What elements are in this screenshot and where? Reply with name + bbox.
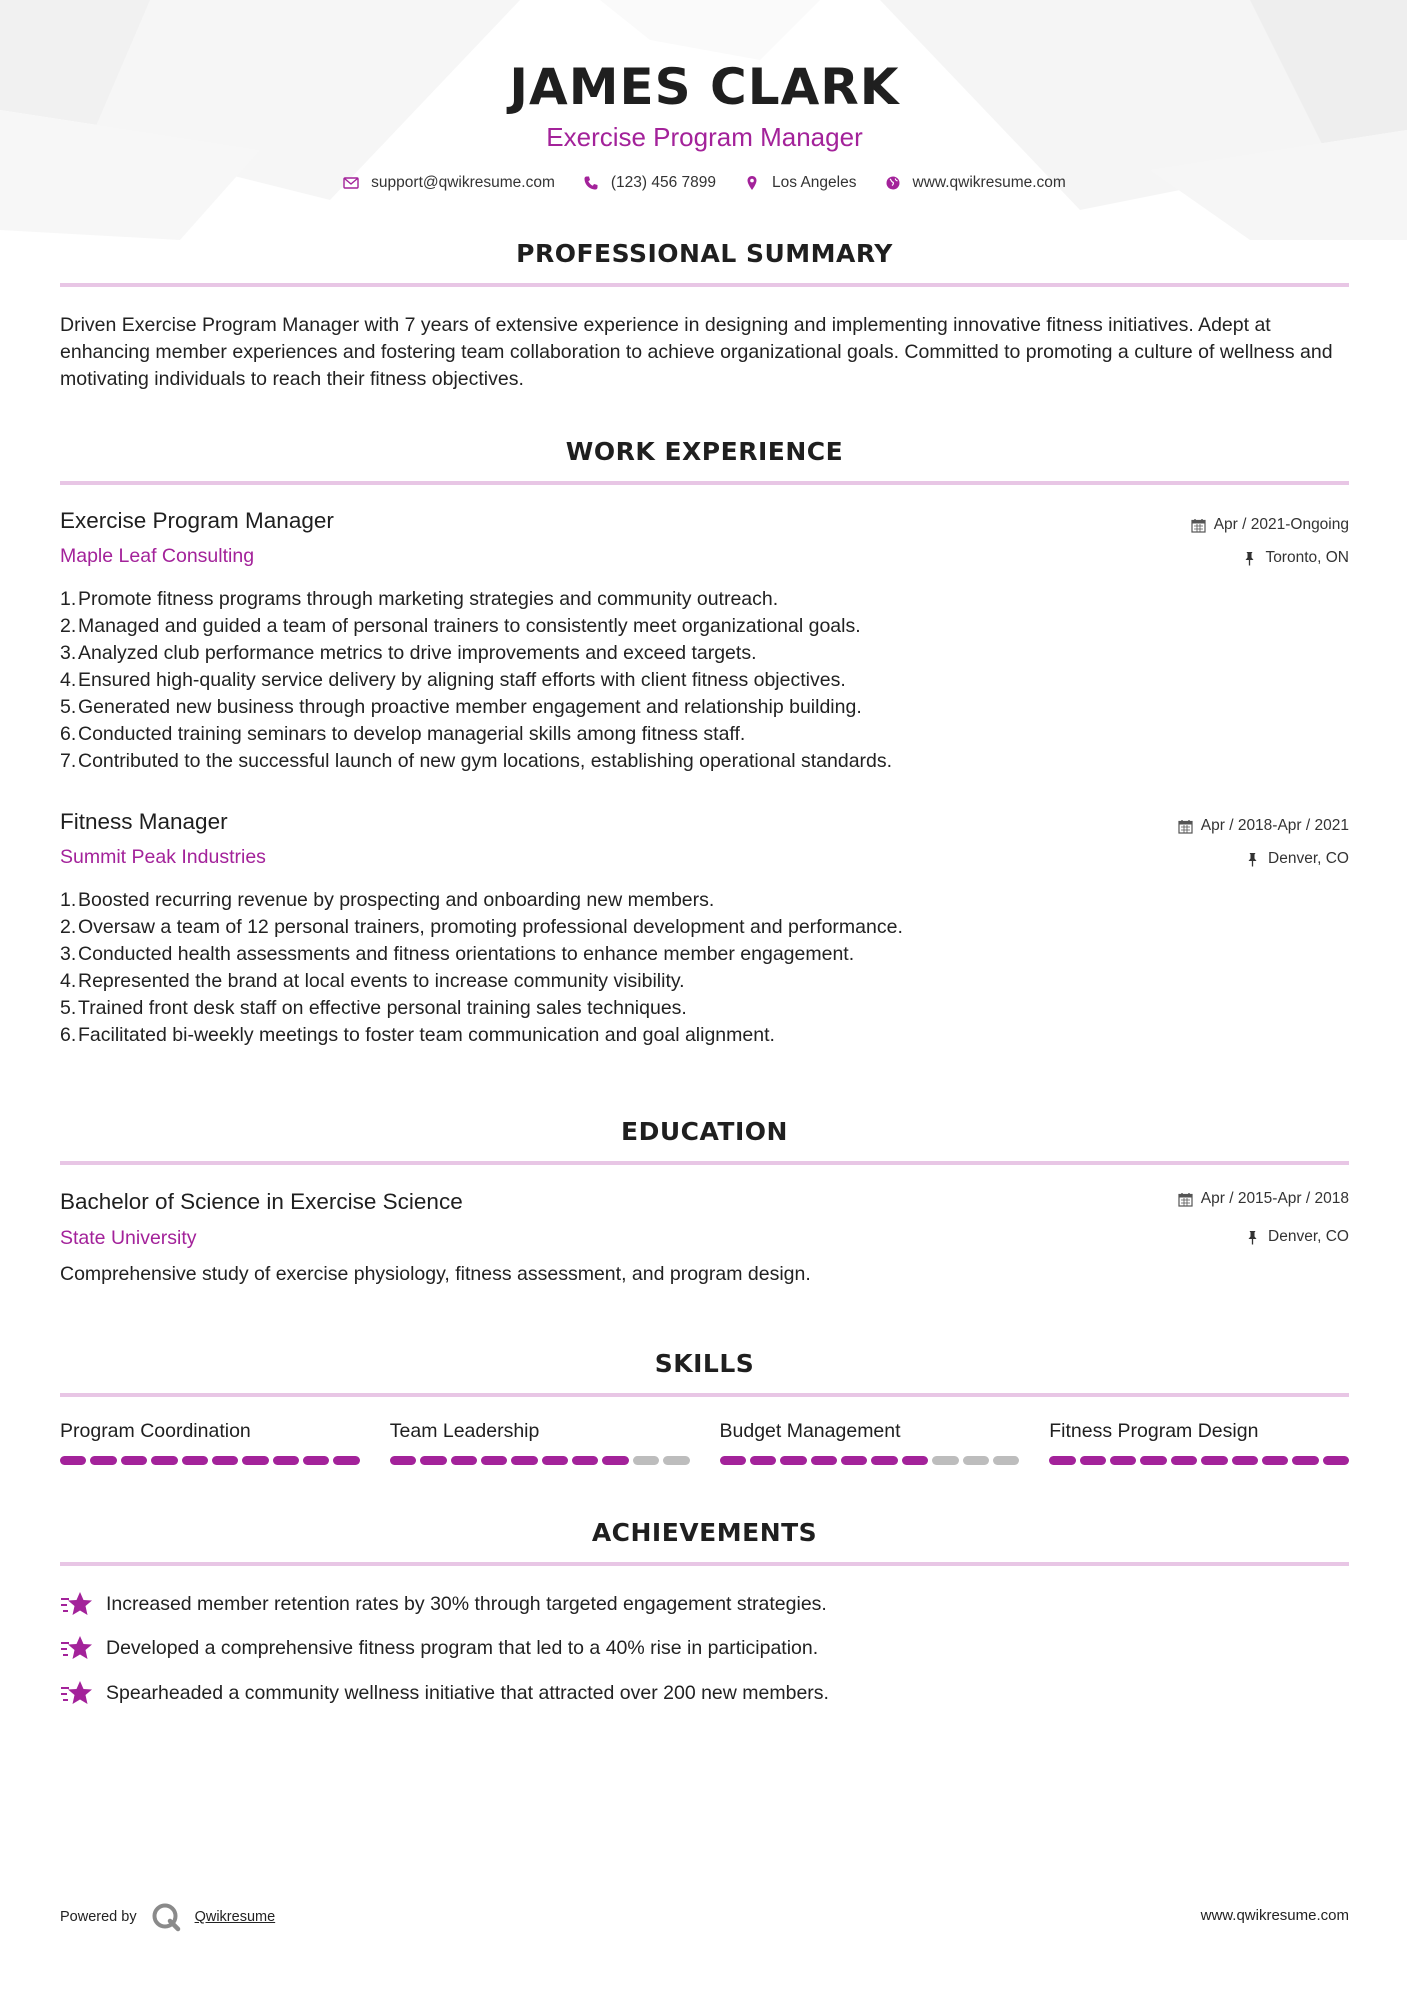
achievement-item <box>60 1634 1349 1662</box>
summary-text: Driven Exercise Program Manager with 7 years of extensive experience in designing and implementing innovative fitness initiatives. Adept at enhancing member experiences and fostering team collaboration to achieve organizational goals. Committed to promoting a culture of wellness and motivating individuals to reach their fitness objectives. <box>60 314 1333 390</box>
summary-heading: PROFESSIONAL SUMMARY <box>516 239 893 268</box>
list-item: 1. Boosted recurring revenue by prospecting and onboarding new members. <box>60 889 715 911</box>
job-location <box>1242 549 1349 567</box>
skill-level-segment-filled <box>542 1456 568 1465</box>
qwikresume-link[interactable]: Qwikresume <box>194 1909 276 1925</box>
map-pin-icon <box>744 175 760 191</box>
candidate-name: JAMES CLARK <box>509 58 900 116</box>
education-description: Comprehensive study of exercise physiology, fitness assessment, and program design. <box>60 1263 811 1285</box>
job-location <box>1245 850 1349 868</box>
education-divider <box>60 1161 1349 1165</box>
skill-name: Team Leadership <box>389 1420 540 1442</box>
skill-level-segment-filled <box>212 1456 238 1465</box>
achievement-text: Increased member retention rates by 30% through targeted engagement strategies. <box>106 1592 827 1615</box>
website-text: www.qwikresume.com <box>912 174 1066 191</box>
powered-by-label: Powered by <box>60 1909 137 1925</box>
skill-level-segment-filled <box>451 1456 477 1465</box>
skill-level-segment-empty <box>963 1456 989 1465</box>
skill-level-segment-filled <box>390 1456 416 1465</box>
job-title: Fitness Manager <box>60 809 228 834</box>
calendar-icon <box>1178 819 1193 834</box>
header-background-decoration <box>0 0 1407 240</box>
degree-title: Bachelor of Science in Exercise Science <box>60 1189 463 1214</box>
achievement-text: Developed a comprehensive fitness program that led to a 40% rise in participation. <box>106 1636 819 1659</box>
skill-level-segment-filled <box>1232 1456 1258 1465</box>
skill-level-segment-filled <box>1262 1456 1288 1465</box>
skill-level-segment-filled <box>60 1456 86 1465</box>
job-company: Summit Peak Industries <box>60 846 266 868</box>
skill-level-segment-filled <box>1171 1456 1197 1465</box>
envelope-icon <box>343 175 359 191</box>
education-location-text: Denver, CO <box>1268 1228 1349 1245</box>
skill-level-segment-filled <box>720 1456 746 1465</box>
phone-icon <box>583 175 599 191</box>
skill-level-segment-filled <box>572 1456 598 1465</box>
skill-level-bar <box>1049 1456 1349 1465</box>
location-text: Los Angeles <box>772 174 857 191</box>
skill-level-segment-filled <box>602 1456 628 1465</box>
job-responsibilities <box>60 586 1349 775</box>
contact-row <box>60 174 1349 192</box>
job-company: Maple Leaf Consulting <box>60 545 255 567</box>
education-dates-text: Apr / 2015-Apr / 2018 <box>1200 1190 1349 1207</box>
skill-level-segment-filled <box>481 1456 507 1465</box>
pushpin-icon <box>1245 852 1260 867</box>
skill-level-segment-filled <box>1049 1456 1075 1465</box>
pushpin-icon <box>1242 551 1257 566</box>
skill-name: Fitness Program Design <box>1049 1420 1259 1442</box>
list-item: 3. Conducted health assessments and fitness orientations to enhance member engagement. <box>60 943 855 965</box>
summary-divider <box>60 283 1349 287</box>
skill-name: Program Coordination <box>60 1420 251 1442</box>
skill-level-segment-filled <box>902 1456 928 1465</box>
star-icon <box>60 1679 94 1707</box>
education-location <box>1245 1228 1349 1246</box>
skill-level-segment-empty <box>633 1456 659 1465</box>
achievements-heading: ACHIEVEMENTS <box>591 1518 818 1547</box>
skill-level-segment-filled <box>273 1456 299 1465</box>
footer-website[interactable]: www.qwikresume.com <box>1200 1907 1349 1924</box>
list-item: 2. Oversaw a team of 12 personal trainers, promoting professional development and performance. <box>60 916 903 938</box>
skills-heading: SKILLS <box>654 1349 755 1378</box>
achievements-divider <box>60 1562 1349 1566</box>
achievement-item <box>60 1590 1349 1618</box>
skill-item <box>390 1420 690 1465</box>
list-item: 3. Analyzed club performance metrics to drive improvements and exceed targets. <box>60 642 757 664</box>
skill-level-segment-filled <box>303 1456 329 1465</box>
achievement-item <box>60 1679 1349 1707</box>
skill-level-segment-filled <box>1080 1456 1106 1465</box>
qwikresume-logo-icon <box>151 1902 181 1932</box>
skill-level-segment-filled <box>1201 1456 1227 1465</box>
skill-level-segment-filled <box>121 1456 147 1465</box>
skill-level-segment-filled <box>90 1456 116 1465</box>
education-dates <box>1178 1190 1349 1208</box>
skill-level-segment-empty <box>663 1456 689 1465</box>
job-dates-text: Apr / 2018-Apr / 2021 <box>1200 817 1349 834</box>
list-item: 7. Contributed to the successful launch of new gym locations, establishing operational standards. <box>60 750 893 772</box>
list-item: 6. Facilitated bi-weekly meetings to foster team communication and goal alignment. <box>60 1024 775 1046</box>
contact-website[interactable] <box>885 174 1066 192</box>
skill-level-segment-filled <box>420 1456 446 1465</box>
skill-level-bar <box>720 1456 1020 1465</box>
skill-level-segment-filled <box>811 1456 837 1465</box>
skill-level-segment-filled <box>1323 1456 1349 1465</box>
footer-powered-by <box>60 1902 275 1932</box>
job-dates <box>1191 516 1349 534</box>
contact-location <box>744 174 856 192</box>
skill-item <box>720 1420 1020 1465</box>
job-dates-text: Apr / 2021-Ongoing <box>1213 516 1349 533</box>
list-item: 5. Trained front desk staff on effective personal training sales techniques. <box>60 997 687 1019</box>
star-icon <box>60 1590 94 1618</box>
experience-heading: WORK EXPERIENCE <box>565 437 844 466</box>
star-icon <box>60 1634 94 1662</box>
skill-level-segment-filled <box>151 1456 177 1465</box>
job-responsibilities <box>60 887 1349 1049</box>
skill-level-segment-empty <box>993 1456 1019 1465</box>
phone-text: (123) 456 7899 <box>610 174 717 191</box>
job-location-text: Denver, CO <box>1268 850 1349 867</box>
skills-list <box>60 1420 1349 1465</box>
skill-level-bar <box>60 1456 360 1465</box>
list-item: 2. Managed and guided a team of personal trainers to consistently meet organizational goals. <box>60 615 861 637</box>
list-item: 4. Ensured high-quality service delivery by aligning staff efforts with client fitness objectives. <box>60 669 846 691</box>
skill-level-segment-filled <box>841 1456 867 1465</box>
skill-level-segment-filled <box>1110 1456 1136 1465</box>
list-item: 5. Generated new business through proactive member engagement and relationship building. <box>60 696 862 718</box>
list-item: 4. Represented the brand at local events to increase community visibility. <box>60 970 685 992</box>
skill-level-segment-filled <box>333 1456 359 1465</box>
skill-level-bar <box>390 1456 690 1465</box>
skill-level-segment-filled <box>1140 1456 1166 1465</box>
skill-item <box>1049 1420 1349 1465</box>
skill-level-segment-filled <box>871 1456 897 1465</box>
skill-level-segment-filled <box>242 1456 268 1465</box>
school-name: State University <box>60 1227 197 1249</box>
skill-level-segment-empty <box>932 1456 958 1465</box>
achievement-text: Spearheaded a community wellness initiative that attracted over 200 new members. <box>106 1681 829 1704</box>
skill-name: Budget Management <box>719 1420 901 1442</box>
list-item: 1. Promote fitness programs through marketing strategies and community outreach. <box>60 588 779 610</box>
skill-level-segment-filled <box>780 1456 806 1465</box>
skill-item <box>60 1420 360 1465</box>
candidate-role: Exercise Program Manager <box>546 122 863 152</box>
globe-icon <box>885 175 901 191</box>
job-dates <box>1178 817 1349 835</box>
calendar-icon <box>1191 518 1206 533</box>
education-heading: EDUCATION <box>621 1117 788 1146</box>
contact-phone[interactable] <box>583 174 716 192</box>
skill-level-segment-filled <box>182 1456 208 1465</box>
contact-email[interactable] <box>343 174 555 192</box>
list-item: 6. Conducted training seminars to develop managerial skills among fitness staff. <box>60 723 746 745</box>
job-location-text: Toronto, ON <box>1265 549 1349 566</box>
experience-divider <box>60 481 1349 485</box>
job-title: Exercise Program Manager <box>60 508 334 533</box>
skill-level-segment-filled <box>1292 1456 1318 1465</box>
calendar-icon <box>1178 1192 1193 1207</box>
skill-level-segment-filled <box>511 1456 537 1465</box>
email-text: support@qwikresume.com <box>371 174 555 191</box>
pushpin-icon <box>1245 1230 1260 1245</box>
skills-divider <box>60 1393 1349 1397</box>
skill-level-segment-filled <box>750 1456 776 1465</box>
